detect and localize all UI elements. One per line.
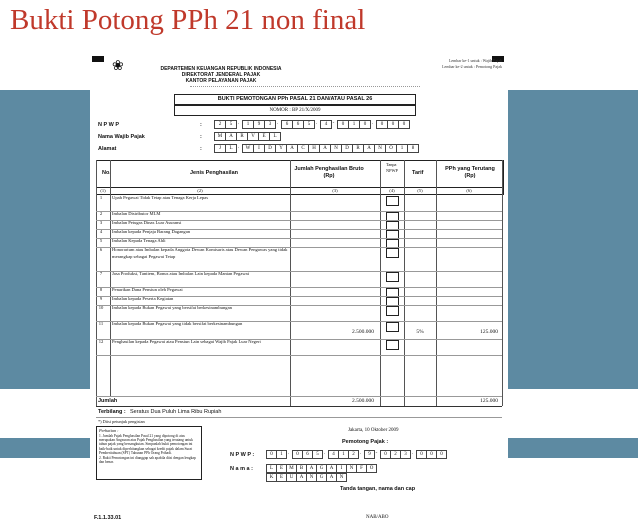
char-box: N	[330, 144, 342, 153]
grid-line	[96, 406, 502, 407]
colon: :	[200, 122, 202, 128]
char-box: .	[323, 451, 326, 456]
char-box: 2	[348, 450, 359, 459]
top-right-note	[442, 58, 502, 69]
char-box: I	[253, 144, 265, 153]
table-row	[96, 287, 436, 296]
npwp-checkbox	[386, 248, 399, 258]
table-row	[96, 296, 436, 305]
signature-note: Tanda tangan, nama dan cap	[340, 486, 416, 492]
char-box: A	[296, 473, 307, 482]
pemotong-npwp-label: N P W P :	[230, 452, 255, 458]
grid-line	[96, 396, 502, 397]
table-row	[96, 305, 436, 321]
jumlah-pph: 125.000	[480, 398, 498, 404]
char-box: 4	[320, 120, 332, 129]
char-box: 5	[303, 120, 315, 129]
char-box: 1	[338, 450, 349, 459]
row-income-type: Imbalan kepada Penjaja Barang Dagangan	[112, 229, 191, 234]
char-box: D	[264, 144, 276, 153]
char-box: N	[306, 473, 317, 482]
nama-label: Nama Wajib Pajak	[98, 134, 145, 140]
char-box: K	[266, 473, 277, 482]
row-number: 11	[98, 321, 104, 326]
char-box: 5	[312, 450, 323, 459]
perhatian-item: 1. Jumlah Pajak Penghasilan Pasal 21 yang dipotong di atas merupakan Angsuran atas Pajak Penghasilan yang terutang untuk tahun pajak yang bersangkutan. Simpanlah bukti pemotongan ini baik-baik untuk diperhitungkan sebagai kredit pajak dalam Surat Pemberitahuan (SPT) Tahunan PPh Orang Pribadi.	[99, 433, 193, 456]
char-box: U	[286, 473, 297, 482]
char-box: A	[363, 144, 375, 153]
alamat-label: Alamat	[98, 146, 117, 152]
char-box: B	[296, 464, 307, 473]
agency-line: KANTOR PELAYANAN PAJAK	[185, 78, 257, 84]
row11-pph: 125.000	[480, 329, 498, 335]
char-box: .	[315, 121, 318, 126]
char-box: .	[359, 451, 362, 456]
char-box: 3	[400, 450, 411, 459]
char-box: 1	[348, 120, 360, 129]
char-box: A	[225, 132, 237, 141]
row-number: 7	[99, 271, 103, 276]
char-box: E	[276, 464, 287, 473]
row11-bruto: 2.500.000	[352, 329, 374, 335]
char-box: A	[286, 144, 298, 153]
char-box: 1	[242, 120, 254, 129]
char-box: 1	[276, 450, 287, 459]
char-box: .	[237, 145, 240, 150]
column-number: (1)	[100, 188, 106, 193]
table-row	[96, 339, 436, 355]
row-income-type: Imbalan kepada Bukan Pegawai yang bersifat berkesinambungan	[112, 305, 232, 310]
column-number: (3)	[332, 188, 338, 193]
row-income-type: Imbalan kepada Bukan Pegawai yang tidak bersifat berkesinambungan	[112, 321, 243, 326]
form-code: F.1.1.33.01	[94, 515, 122, 521]
table-row	[96, 271, 436, 287]
col-jenis-header: Jenis Penghasilan	[190, 170, 238, 176]
footnote: *) Diisi petunjuk pengisian	[98, 419, 145, 424]
npwp-checkbox	[386, 272, 399, 282]
col-tarif-header: Tarif	[412, 170, 424, 176]
pemotong-nama-label: N a m a :	[230, 466, 253, 472]
char-box: 0	[337, 120, 349, 129]
npwp-checkbox	[386, 196, 399, 206]
char-box: 0	[359, 120, 371, 129]
char-box: E	[276, 473, 287, 482]
perhatian-title: Perhatian :	[99, 428, 119, 433]
row-income-type: Imbalan Distributor MLM	[112, 211, 161, 216]
row-number: 8	[99, 287, 103, 292]
divider	[190, 86, 420, 87]
perhatian-item: 2. Bukti Pemotongan ini dianggap sah apabila diisi dengan lengkap dan benar.	[99, 455, 196, 464]
char-box: .	[411, 451, 414, 456]
document-title: BUKTI PEMOTONGAN PPh PASAL 21 DAN/ATAU PASAL 26	[174, 94, 416, 105]
char-box: A	[319, 144, 331, 153]
row-number: 10	[98, 305, 104, 310]
char-box: 4	[328, 450, 339, 459]
perhatian-box	[96, 426, 202, 480]
char-box: A	[326, 473, 337, 482]
terbilang-value: Seratus Dua Puluh Lima Ribu Rupiah	[130, 409, 222, 415]
char-box: .	[371, 121, 374, 126]
note-line: Lembar ke-2 untuk : Pemotong Pajak	[442, 63, 502, 69]
grid-line	[96, 417, 502, 418]
date-place: Jakarta, 10 Oktober 2009	[348, 428, 399, 433]
row11-tarif: 5%	[416, 329, 424, 335]
col-no-header: No.	[102, 170, 111, 176]
jumlah-label: Jumlah	[98, 398, 118, 404]
row-number: 9	[99, 296, 103, 301]
row-number: 2	[99, 211, 103, 216]
char-box: 0	[292, 450, 303, 459]
char-box: 2	[214, 120, 226, 129]
char-box: D	[341, 144, 353, 153]
char-box: 6	[302, 450, 313, 459]
char-box: .	[237, 121, 240, 126]
char-box: 0	[380, 450, 391, 459]
terbilang-label: Terbilang :	[98, 409, 126, 415]
char-box: V	[247, 132, 259, 141]
char-box: 5	[225, 120, 237, 129]
row-number: 5	[99, 238, 103, 243]
char-box: N	[336, 473, 347, 482]
jumlah-bruto: 2.500.000	[352, 398, 374, 404]
col-bruto-header: Jumlah Penghasilan Bruto (Rp)	[294, 166, 364, 179]
column-number: (5)	[417, 188, 423, 193]
row-number: 12	[98, 339, 104, 344]
npwp-checkbox	[386, 306, 399, 316]
slide-title: Bukti Potong PPh 21 non final	[10, 4, 366, 36]
column-number: (6)	[466, 188, 472, 193]
char-box: I	[336, 464, 347, 473]
npwp-checkbox	[386, 322, 399, 332]
row-income-type: Penarikan Dana Pensiun oleh Pegawai	[112, 287, 183, 292]
char-box: .	[276, 121, 279, 126]
char-box: A	[306, 464, 317, 473]
char-box: Y	[275, 144, 287, 153]
table-row	[96, 321, 436, 339]
col-npwp-header: Tanpa NPWP	[386, 162, 398, 173]
pemotong-label: Pemotong Pajak :	[342, 439, 389, 445]
char-box: 0	[416, 450, 427, 459]
char-box: O	[366, 464, 377, 473]
table-row	[96, 229, 436, 238]
grid-line	[96, 355, 502, 356]
colon: :	[200, 134, 202, 140]
char-box: 1	[396, 144, 408, 153]
row-number: 4	[99, 229, 103, 234]
char-box: L	[266, 464, 277, 473]
agency-line: DEPARTEMEN KEUANGAN REPUBLIK INDONESIA	[160, 66, 282, 72]
char-box: 0	[376, 120, 388, 129]
col-pph-header: PPh yang Terutang (Rp)	[445, 166, 495, 179]
char-box: H	[308, 144, 320, 153]
char-box: 0	[398, 120, 410, 129]
char-box: -	[332, 121, 335, 126]
char-box: 0	[266, 450, 277, 459]
char-box: 6	[292, 120, 304, 129]
corner-mark	[92, 56, 104, 62]
colon: :	[200, 146, 202, 152]
grid-line	[436, 160, 437, 406]
char-box: N	[346, 464, 357, 473]
row-income-type: Imbalan Kepada Tenaga Ahli	[112, 238, 166, 243]
char-box: C	[297, 144, 309, 153]
row-number: 6	[99, 247, 103, 252]
row-income-type: Imbalan kepada Peserta Kegiatan	[112, 296, 174, 301]
char-box: .	[287, 451, 290, 456]
char-box: 3	[264, 120, 276, 129]
table-row	[96, 238, 436, 247]
bottom-mark: NAB/ABO	[366, 515, 389, 520]
char-box: L	[225, 144, 237, 153]
char-box: 0	[436, 450, 447, 459]
document-number: NOMOR : BP 21/X/2009	[174, 105, 416, 116]
char-box: 9	[253, 120, 265, 129]
char-box: N	[374, 144, 386, 153]
char-box: L	[269, 132, 281, 141]
row-number: 3	[99, 220, 103, 225]
char-box: R	[352, 144, 364, 153]
agency-header	[136, 66, 306, 84]
char-box: 8	[407, 144, 419, 153]
char-box: 9	[364, 450, 375, 459]
char-box: 2	[390, 450, 401, 459]
row-income-type: Penghasilan kepada Pegawai atau Pensiun Lain sebagai Wajib Pajak Luar Negeri	[112, 339, 261, 344]
column-number: (4)	[389, 188, 395, 193]
char-box: M	[286, 464, 297, 473]
garuda-logo-icon: ❀	[112, 59, 124, 74]
char-box: M	[214, 132, 226, 141]
char-box: J	[214, 144, 226, 153]
char-box: E	[258, 132, 270, 141]
row-income-type: Honorarium atau Imbalan kepada Anggota Dewan Komisaris atau Dewan Pengawas yang tidak merangkap sebagai Pegawai Tetap	[112, 247, 288, 259]
char-box: A	[326, 464, 337, 473]
table-row	[96, 220, 436, 229]
char-box: R	[236, 132, 248, 141]
table-row	[96, 247, 436, 271]
tax-form-document	[90, 50, 508, 521]
note-line: Lembar ke-1 untuk : Wajib Pajak	[448, 58, 502, 63]
npwp-checkbox	[386, 340, 399, 350]
npwp-label: N P W P	[98, 122, 119, 128]
agency-line: DIREKTORAT JENDERAL PAJAK	[181, 72, 261, 78]
grid-line	[502, 160, 503, 406]
row-income-type: Upah Pegawai Tidak Tetap atau Tenaga Kerja Lepas	[112, 195, 209, 200]
char-box: 0	[426, 450, 437, 459]
row-income-type: Jasa Produksi, Tantiem, Bonus atau Imbalan Lain kepada Mantan Pegawai	[112, 271, 249, 276]
table-row	[96, 195, 436, 211]
char-box: 0	[387, 120, 399, 129]
row-number: 1	[99, 195, 103, 200]
char-box: G	[316, 464, 327, 473]
char-box: 6	[281, 120, 293, 129]
char-box: G	[316, 473, 327, 482]
char-box: -	[375, 451, 378, 456]
column-number: (2)	[197, 188, 203, 193]
char-box: F	[356, 464, 367, 473]
char-box: O	[385, 144, 397, 153]
char-box: W	[242, 144, 254, 153]
row-income-type: Imbalan Petugas Dinas Luar Asuransi	[112, 220, 182, 225]
table-row	[96, 211, 436, 220]
